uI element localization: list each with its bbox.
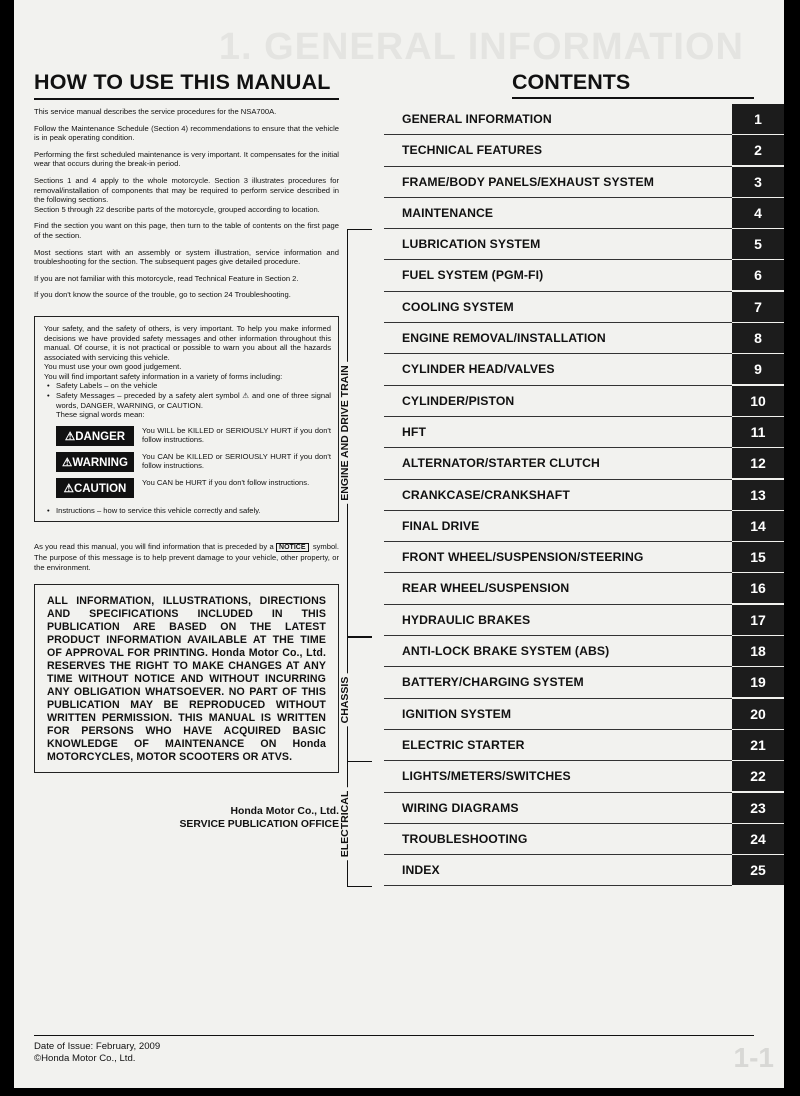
group-chassis-bracket <box>339 637 372 762</box>
publisher-company: Honda Motor Co., Ltd. <box>230 806 339 818</box>
group-chassis-label: CHASSIS <box>339 673 351 726</box>
toc-row[interactable] <box>384 198 784 229</box>
danger-signal <box>56 426 331 446</box>
toc-section-number: 23 <box>732 793 784 823</box>
safety-labels-bullet: • Safety Labels – on the vehicle <box>44 381 331 391</box>
title-rule <box>34 98 339 100</box>
toc-section-number: 25 <box>732 855 784 885</box>
toc-section-label: BATTERY/CHARGING SYSTEM <box>402 675 584 690</box>
section-groups <box>339 104 387 858</box>
toc-section-number: 4 <box>732 198 784 228</box>
intro-paragraph: Sections 1 and 4 apply to the whole motorcycle. Section 3 illustrates procedures for removal/installation of components that may be required to perform service described in the following sections. <box>34 175 339 205</box>
toc-underline <box>384 885 732 886</box>
safety-intro: Your safety, and the safety of others, is very important. To help you make informed decisions we have provided safety messages and other information throughout this manual. Of course, it is not practical or possible to warn you about all the hazards associated with servicing this vehicle. <box>44 323 331 362</box>
toc-row[interactable] <box>384 855 784 886</box>
toc-row[interactable] <box>384 448 784 479</box>
danger-badge: ⚠DANGER <box>56 426 134 446</box>
toc-section-label: ELECTRIC STARTER <box>402 737 525 752</box>
toc-section-label: HFT <box>402 424 426 439</box>
toc-section-number: 7 <box>732 292 784 322</box>
toc-row[interactable] <box>384 542 784 573</box>
toc-section-number: 15 <box>732 542 784 572</box>
toc-section-number: 2 <box>732 135 784 165</box>
toc-row[interactable] <box>384 104 784 135</box>
footer-rule <box>34 1035 754 1036</box>
contents-title: CONTENTS <box>512 70 631 94</box>
caution-text: You CAN be HURT if you don't follow instructions. <box>142 477 310 487</box>
group-electrical-label: ELECTRICAL <box>339 788 351 861</box>
toc-row[interactable] <box>384 824 784 855</box>
signal-words-intro: These signal words mean: <box>56 410 145 420</box>
toc-section-number: 10 <box>732 386 784 416</box>
toc-section-number: 13 <box>732 480 784 510</box>
toc-section-number: 9 <box>732 354 784 384</box>
toc-row[interactable] <box>384 605 784 636</box>
toc-section-label: REAR WHEEL/SUSPENSION <box>402 581 570 596</box>
toc-section-number: 6 <box>732 260 784 290</box>
toc-section-number: 3 <box>732 167 784 197</box>
toc-section-label: ANTI-LOCK BRAKE SYSTEM (ABS) <box>402 644 610 659</box>
toc-section-label: COOLING SYSTEM <box>402 299 514 314</box>
toc-row[interactable] <box>384 480 784 511</box>
warning-text: You CAN be KILLED or SERIOUSLY HURT if you don't follow instructions. <box>142 451 331 471</box>
toc-row[interactable] <box>384 667 784 698</box>
issue-date: Date of Issue: February, 2009 <box>34 1041 161 1052</box>
toc-section-label: FUEL SYSTEM (PGM-FI) <box>402 268 544 283</box>
contents-rule <box>512 97 754 99</box>
toc-section-label: LIGHTS/METERS/SWITCHES <box>402 769 571 784</box>
caution-signal <box>56 478 331 498</box>
legal-disclaimer: ALL INFORMATION, ILLUSTRATIONS, DIRECTIONS AND SPECIFICATIONS INCLUDED IN THIS PUBLICATION ARE BASED ON THE LATEST PRODUCT INFORMATION AVAILABLE AT THE TIME OF APPROVAL FOR PRINTING. Honda Motor Co., Ltd. RESERVES THE RIGHT TO MAKE CHANGES AT ANY TIME WITHOUT NOTICE AND WITHOUT INCURRING ANY OBLIGATION WHATSOEVER. NO PART OF THIS PUBLICATION MAY BE REPRODUCED WITHOUT WRITTEN PERMISSION. THIS MANUAL IS WRITTEN FOR PERSONS WHO HAVE ACQUIRED BASIC KNOWLEDGE OF MAINTENANCE ON Honda MOTORCYCLES, MOTOR SCOOTERS OR ATVS. <box>34 584 339 773</box>
toc-row[interactable] <box>384 167 784 198</box>
toc-row[interactable] <box>384 699 784 730</box>
toc-section-label: LUBRICATION SYSTEM <box>402 237 541 252</box>
toc-section-number: 24 <box>732 824 784 854</box>
intro-paragraph: Follow the Maintenance Schedule (Section 4) recommendations to ensure that the vehicle is in peak operating condition. <box>34 123 339 143</box>
intro-paragraph: This service manual describes the service procedures for the NSA700A. <box>34 107 277 116</box>
intro-paragraph: Performing the first scheduled maintenance is very important. It compensates for the initial wear that occurs during the break-in period. <box>34 149 339 169</box>
safety-messages-text: Safety Messages – preceded by a safety alert symbol ⚠ and one of three signal words, DANGER, WARNING, or CAUTION. <box>56 391 331 410</box>
toc-row[interactable] <box>384 793 784 824</box>
safety-judgement: You must use your own good judgement. <box>44 362 182 372</box>
toc-row[interactable] <box>384 135 784 166</box>
intro-paragraph: Most sections start with an assembly or system illustration, service information and troubleshooting for the section. The subsequent pages give detailed procedure. <box>34 247 339 267</box>
toc-row[interactable] <box>384 229 784 260</box>
intro-paragraph: Find the section you want on this page, then turn to the table of contents on the first page of the section. <box>34 221 339 240</box>
toc-section-label: FRONT WHEEL/SUSPENSION/STEERING <box>402 550 644 565</box>
caution-badge: ⚠CAUTION <box>56 478 134 498</box>
toc-section-label: ALTERNATOR/STARTER CLUTCH <box>402 456 600 471</box>
toc-row[interactable] <box>384 260 784 291</box>
toc-section-number: 11 <box>732 417 784 447</box>
toc-section-label: TROUBLESHOOTING <box>402 831 528 846</box>
toc-section-label: CYLINDER/PISTON <box>402 393 515 408</box>
toc-section-number: 5 <box>732 229 784 259</box>
contents-list <box>384 104 784 886</box>
copyright: ©Honda Motor Co., Ltd. <box>34 1053 136 1064</box>
toc-row[interactable] <box>384 636 784 667</box>
intro-paragraph: If you are not familiar with this motorcycle, read Technical Feature in Section 2. <box>34 273 299 283</box>
toc-row[interactable] <box>384 761 784 792</box>
how-to-use-column <box>34 70 339 831</box>
ghost-show-through-title: 1. GENERAL INFORMATION <box>218 26 744 68</box>
toc-section-label: WIRING DIAGRAMS <box>402 800 519 815</box>
toc-section-label: HYDRAULIC BRAKES <box>402 612 531 627</box>
toc-section-label: CRANKCASE/CRANKSHAFT <box>402 487 570 502</box>
how-to-use-title: HOW TO USE THIS MANUAL <box>34 70 331 94</box>
toc-section-label: CYLINDER HEAD/VALVES <box>402 362 555 377</box>
toc-section-label: ENGINE REMOVAL/INSTALLATION <box>402 331 606 346</box>
safety-forms: You will find important safety information in a variety of forms including: <box>44 371 283 381</box>
toc-section-number: 17 <box>732 605 784 635</box>
toc-section-label: IGNITION SYSTEM <box>402 706 512 721</box>
toc-row[interactable] <box>384 386 784 417</box>
toc-section-number: 1 <box>732 104 784 134</box>
intro-paragraph: If you don't know the source of the trouble, go to section 24 Troubleshooting. <box>34 290 291 300</box>
ghost-page-number: 1-1 <box>733 1042 774 1073</box>
group-engine-bracket <box>339 229 372 637</box>
publisher-office: SERVICE PUBLICATION OFFICE <box>179 819 339 831</box>
toc-section-number: 12 <box>732 448 784 478</box>
group-engine-label: ENGINE AND DRIVE TRAIN <box>339 362 351 504</box>
toc-section-number: 22 <box>732 761 784 791</box>
warning-signal <box>56 452 331 472</box>
toc-section-number: 20 <box>732 699 784 729</box>
group-electrical-bracket <box>339 762 372 887</box>
page-footer <box>34 1035 754 1065</box>
toc-section-label: GENERAL INFORMATION <box>402 112 552 126</box>
notice-paragraph <box>34 542 339 572</box>
toc-row[interactable] <box>384 573 784 604</box>
toc-row[interactable] <box>384 511 784 542</box>
toc-row[interactable] <box>384 323 784 354</box>
toc-section-label: FINAL DRIVE <box>402 518 480 533</box>
toc-section-label: FRAME/BODY PANELS/EXHAUST SYSTEM <box>402 174 654 189</box>
publisher-signature <box>34 805 339 831</box>
warning-badge: ⚠WARNING <box>56 452 134 472</box>
notice-after: symbol. The purpose of this message is to help prevent damage to your vehicle, other property, or the environment. <box>34 542 339 572</box>
toc-section-label: TECHNICAL FEATURES <box>402 143 543 158</box>
intro-paragraph: Section 5 through 22 describe parts of the motorcycle, grouped according to location. <box>34 204 320 214</box>
instructions-bullet: • Instructions – how to service this vehicle correctly and safely. <box>44 506 331 516</box>
notice-symbol: NOTICE <box>276 543 308 552</box>
manual-page <box>14 0 784 1088</box>
toc-section-number: 19 <box>732 667 784 697</box>
danger-text: You WILL be KILLED or SERIOUSLY HURT if you don't follow instructions. <box>142 425 331 445</box>
toc-row[interactable] <box>384 292 784 323</box>
toc-section-number: 21 <box>732 730 784 760</box>
toc-section-number: 16 <box>732 573 784 603</box>
toc-section-number: 14 <box>732 511 784 541</box>
toc-section-number: 18 <box>732 636 784 666</box>
toc-row[interactable] <box>384 417 784 448</box>
toc-section-label: INDEX <box>402 863 440 878</box>
notice-before: As you read this manual, you will find information that is preceded by a <box>34 542 274 552</box>
toc-section-number: 8 <box>732 323 784 353</box>
toc-row[interactable] <box>384 354 784 385</box>
safety-box <box>34 316 339 523</box>
safety-messages-bullet <box>44 391 331 420</box>
toc-section-label: MAINTENANCE <box>402 205 494 220</box>
toc-row[interactable] <box>384 730 784 761</box>
